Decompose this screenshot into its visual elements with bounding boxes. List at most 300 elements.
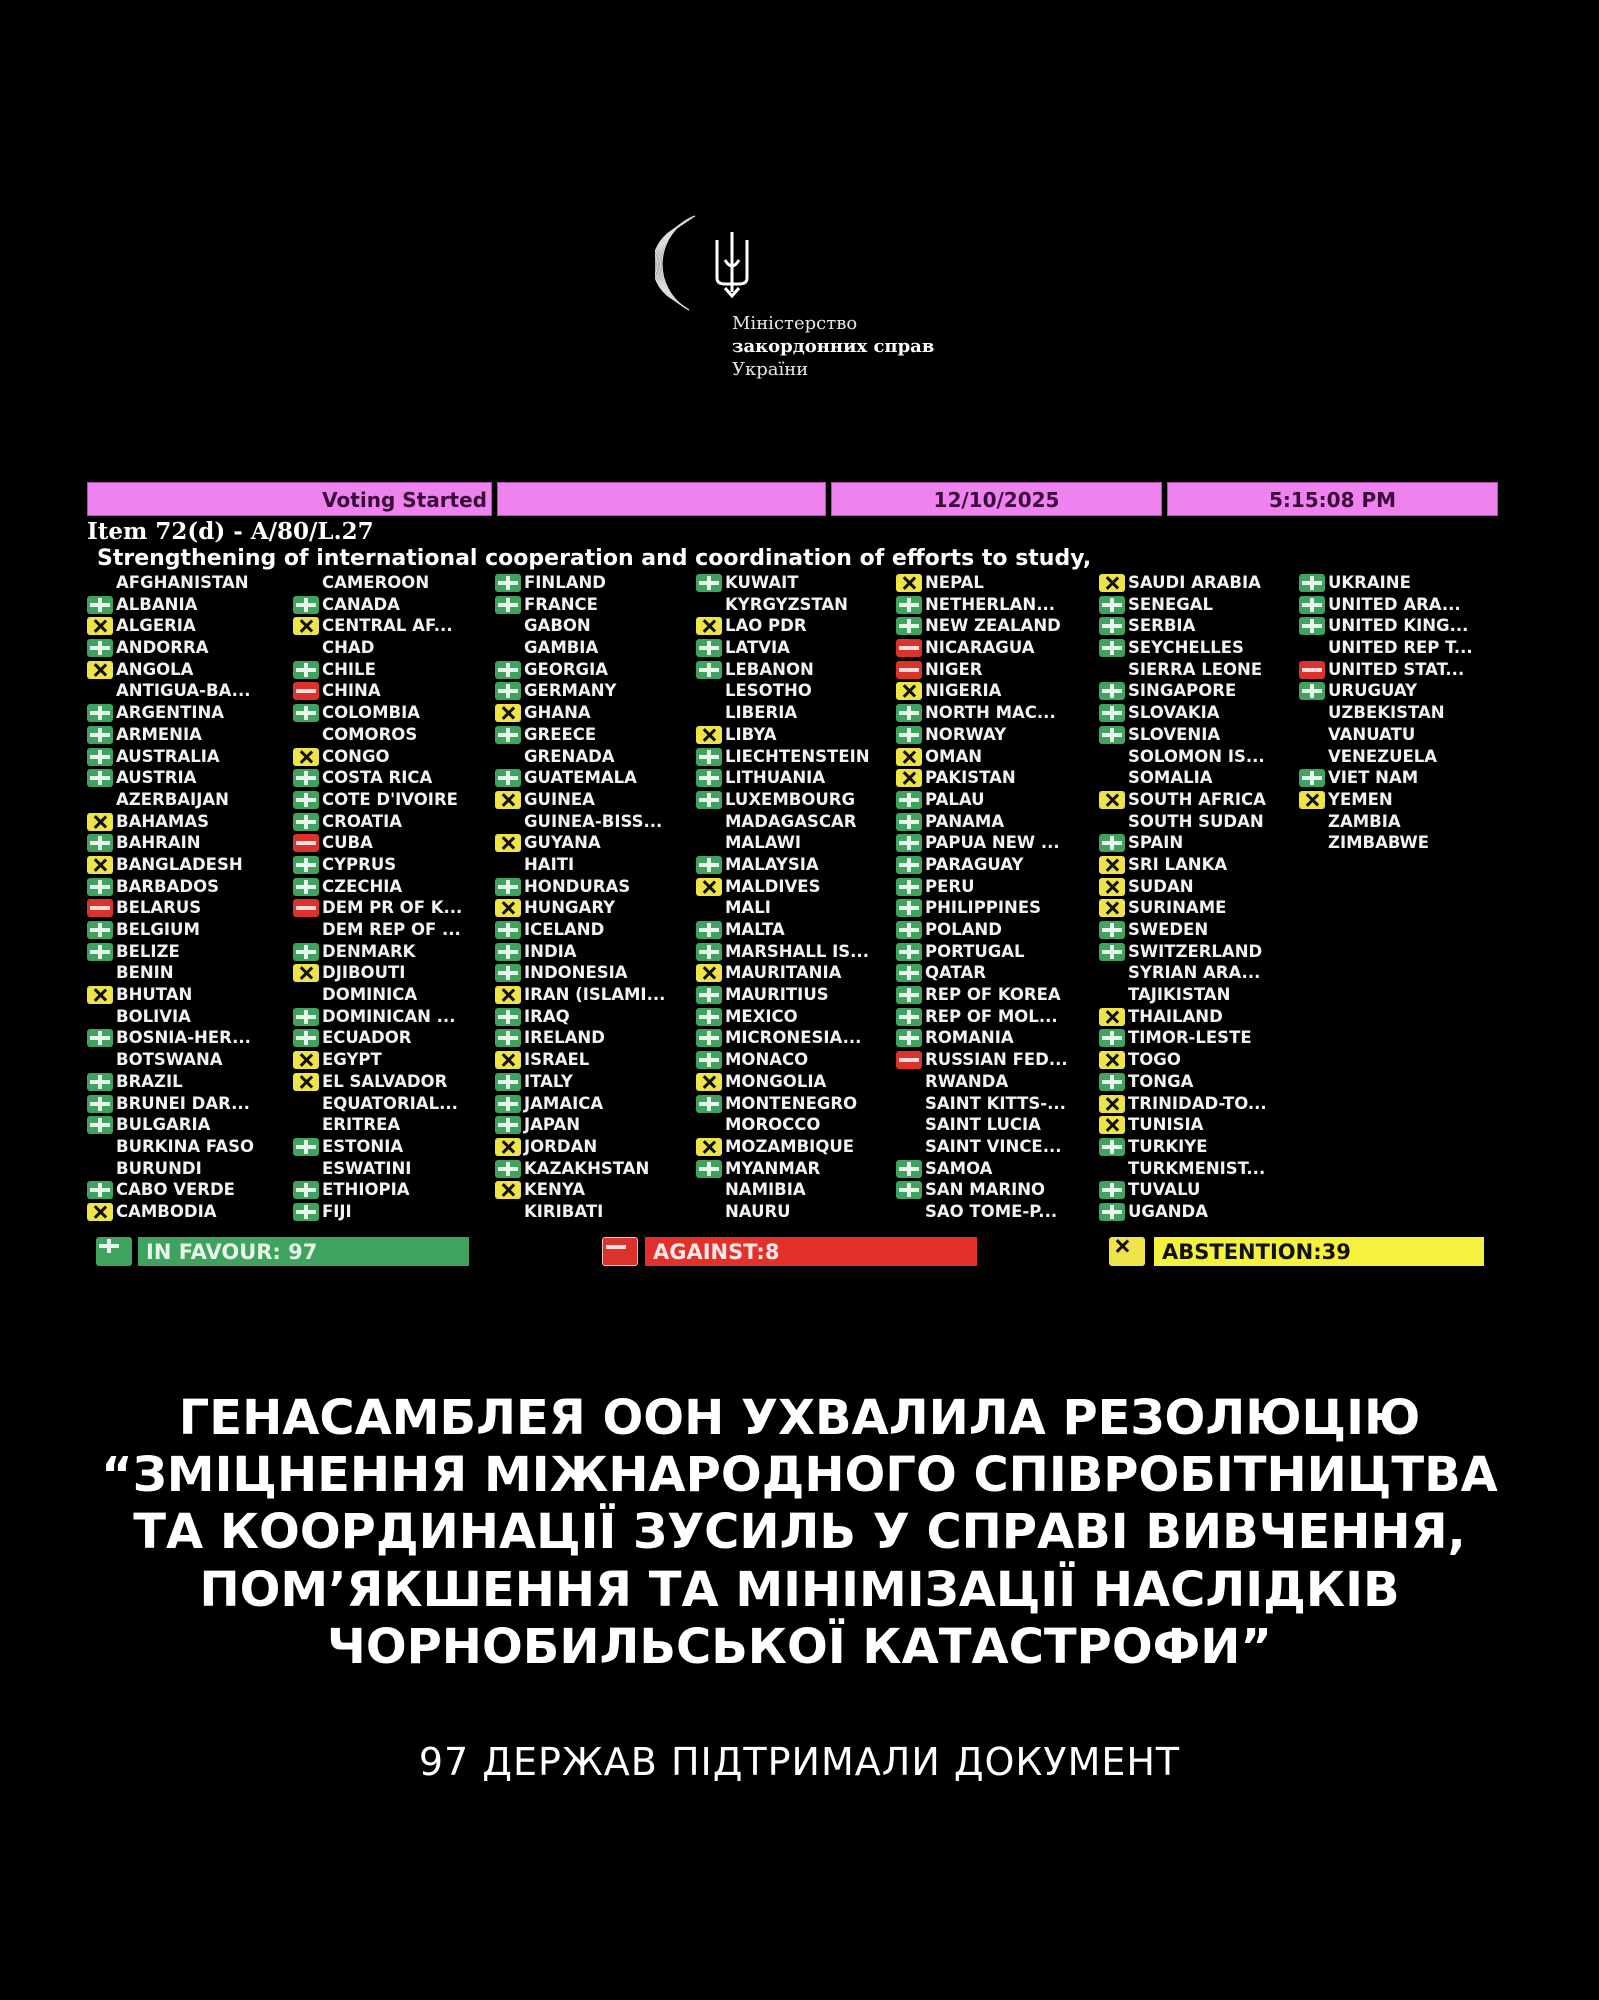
country-row: [495, 1093, 700, 1115]
country-row: [696, 1027, 901, 1049]
country-row: [495, 724, 700, 746]
country-row: [896, 1136, 1101, 1158]
ministry-name: [732, 312, 934, 381]
country-row: [87, 1201, 292, 1223]
in-favour-icon: [1099, 617, 1125, 635]
country-name: CYPRUS: [322, 854, 397, 874]
country-name: AZERBAIJAN: [116, 789, 229, 809]
country-row: [293, 615, 498, 637]
country-row: [896, 832, 1101, 854]
country-name: SOUTH AFRICA: [1128, 789, 1266, 809]
in-favour-icon: [1299, 574, 1325, 592]
country-name: MALDIVES: [725, 876, 821, 896]
country-row: [495, 1114, 700, 1136]
country-name: NIGERIA: [925, 681, 1002, 701]
in-favour-icon: [495, 661, 521, 679]
country-name: IRAQ: [524, 1006, 570, 1026]
country-name: NORTH MAC...: [925, 703, 1056, 723]
country-row: [495, 746, 700, 768]
country-row: [1099, 1158, 1304, 1180]
country-name: MARSHALL IS...: [725, 941, 869, 961]
in-favour-icon: [495, 1160, 521, 1178]
abstention-icon: [87, 1203, 113, 1221]
headline-line: ТА КООРДИНАЦІЇ ЗУСИЛЬ У СПРАВІ ВИВЧЕННЯ,: [133, 1504, 1466, 1561]
country-row: [87, 919, 292, 941]
country-name: BRAZIL: [116, 1071, 183, 1091]
abstention-icon: [1099, 1095, 1125, 1113]
country-name: MYANMAR: [725, 1158, 821, 1178]
country-name: ZIMBABWE: [1328, 833, 1430, 853]
country-row: [896, 811, 1101, 833]
country-row: [495, 789, 700, 811]
headline-line: “ЗМІЦНЕННЯ МІЖНАРОДНОГО СПІВРОБІТНИЦТВА: [101, 1447, 1498, 1504]
country-row: [696, 897, 901, 919]
country-row: [495, 811, 700, 833]
in-favour-icon: [1299, 596, 1325, 614]
country-name: SENEGAL: [1128, 594, 1214, 614]
country-name: VENEZUELA: [1328, 746, 1438, 766]
country-row: [293, 1114, 498, 1136]
country-name: SEYCHELLES: [1128, 638, 1244, 658]
in-favour-icon: [696, 1051, 722, 1069]
country-row: [495, 1027, 700, 1049]
country-name: BENIN: [116, 963, 174, 983]
abstention-icon: [896, 769, 922, 787]
country-name: BRUNEI DAR...: [116, 1093, 250, 1113]
country-row: [1099, 615, 1304, 637]
country-row: [495, 1201, 700, 1223]
country-row: [896, 637, 1101, 659]
country-name: MONGOLIA: [725, 1071, 827, 1091]
ministry-line-3: України: [732, 359, 809, 380]
in-favour-icon: [896, 1029, 922, 1047]
country-name: JAMAICA: [524, 1093, 604, 1113]
country-name: ETHIOPIA: [322, 1180, 410, 1200]
country-name: LUXEMBOURG: [725, 789, 855, 809]
country-row: [293, 724, 498, 746]
in-favour-icon: [1099, 639, 1125, 657]
country-name: BOTSWANA: [116, 1050, 223, 1070]
abstention-icon: [87, 813, 113, 831]
country-name: PHILIPPINES: [925, 898, 1041, 918]
country-row: [1299, 594, 1504, 616]
country-name: SAO TOME-P...: [925, 1201, 1058, 1221]
in-favour-icon: [1099, 596, 1125, 614]
country-name: SURINAME: [1128, 898, 1227, 918]
country-name: REP OF KOREA: [925, 985, 1061, 1005]
country-row: [896, 941, 1101, 963]
in-favour-icon: [495, 878, 521, 896]
country-row: [1099, 897, 1304, 919]
country-row: [896, 1179, 1101, 1201]
country-row: [696, 876, 901, 898]
country-column: [896, 572, 1101, 1223]
abstention-icon: [696, 964, 722, 982]
country-name: MALTA: [725, 920, 785, 939]
country-row: [1299, 811, 1504, 833]
country-name: EQUATORIAL...: [322, 1093, 458, 1113]
country-row: [1099, 919, 1304, 941]
country-name: TUNISIA: [1128, 1115, 1204, 1135]
country-row: [696, 789, 901, 811]
country-name: BAHRAIN: [116, 833, 201, 853]
in-favour-icon: [495, 964, 521, 982]
country-name: SAN MARINO: [925, 1180, 1046, 1200]
country-name: NEPAL: [925, 573, 984, 592]
in-favour-icon: [1099, 726, 1125, 744]
in-favour-icon: [1099, 834, 1125, 852]
country-row: [896, 1049, 1101, 1071]
country-name: ANTIGUA-BA...: [116, 681, 251, 701]
country-name: RUSSIAN FED...: [925, 1050, 1068, 1070]
country-row: [1099, 659, 1304, 681]
country-row: [495, 962, 700, 984]
country-name: CAMEROON: [322, 573, 430, 592]
ministry-line-2: закордонних справ: [732, 336, 935, 357]
against-count: AGAINST:8: [645, 1237, 977, 1266]
country-row: [293, 1049, 498, 1071]
country-name: SPAIN: [1128, 833, 1184, 853]
in-favour-icon: [696, 856, 722, 874]
country-name: SRI LANKA: [1128, 854, 1228, 874]
against-icon: [896, 1051, 922, 1069]
country-column: [495, 572, 700, 1223]
country-name: SUDAN: [1128, 876, 1194, 896]
in-favour-icon: [696, 1095, 722, 1113]
in-favour-icon: [293, 661, 319, 679]
country-name: RWANDA: [925, 1071, 1009, 1091]
country-row: [1299, 572, 1504, 594]
in-favour-icon: [293, 856, 319, 874]
country-name: GERMANY: [524, 681, 617, 701]
in-favour-icon: [1099, 1181, 1125, 1199]
country-name: AFGHANISTAN: [116, 573, 249, 592]
country-name: SLOVENIA: [1128, 724, 1221, 744]
country-name: ERITREA: [322, 1115, 401, 1135]
country-name: CUBA: [322, 833, 373, 853]
country-name: DOMINICA: [322, 985, 418, 1005]
country-name: ESTONIA: [322, 1136, 404, 1156]
in-favour-icon: [87, 769, 113, 787]
country-row: [1099, 941, 1304, 963]
country-name: LIBYA: [725, 724, 777, 744]
country-name: MONACO: [725, 1050, 809, 1070]
country-row: [696, 811, 901, 833]
country-row: [696, 832, 901, 854]
country-name: COLOMBIA: [322, 703, 420, 723]
country-name: NEW ZEALAND: [925, 616, 1061, 636]
country-name: GAMBIA: [524, 638, 599, 658]
abstention-icon: [696, 617, 722, 635]
country-name: NICARAGUA: [925, 638, 1035, 658]
country-name: GHANA: [524, 703, 591, 723]
country-name: SAINT VINCE...: [925, 1136, 1062, 1156]
country-row: [87, 1071, 292, 1093]
country-name: KUWAIT: [725, 573, 799, 592]
country-name: UNITED KING...: [1328, 616, 1469, 636]
ministry-logo: [655, 210, 765, 320]
in-favour-icon: [495, 769, 521, 787]
country-row: [293, 1201, 498, 1223]
country-name: TIMOR-LESTE: [1128, 1028, 1252, 1048]
country-row: [293, 811, 498, 833]
country-name: CHAD: [322, 638, 375, 658]
in-favour-icon: [1099, 682, 1125, 700]
country-row: [1099, 724, 1304, 746]
country-row: [1099, 876, 1304, 898]
in-favour-icon: [87, 726, 113, 744]
country-name: UZBEKISTAN: [1328, 703, 1445, 723]
country-row: [293, 680, 498, 702]
in-favour-icon: [293, 943, 319, 961]
country-name: ANGOLA: [116, 659, 194, 679]
country-row: [87, 659, 292, 681]
country-name: LEBANON: [725, 659, 814, 679]
abstention-icon: [495, 834, 521, 852]
country-name: SERBIA: [1128, 616, 1196, 636]
country-row: [896, 1158, 1101, 1180]
in-favour-icon: [696, 661, 722, 679]
country-row: [696, 746, 901, 768]
country-name: GABON: [524, 616, 591, 636]
country-row: [696, 594, 901, 616]
country-name: PALAU: [925, 789, 985, 809]
country-row: [293, 1006, 498, 1028]
headline-line: ПОМ’ЯКШЕННЯ ТА МІНІМІЗАЦІЇ НАСЛІДКІВ: [199, 1561, 1400, 1618]
country-name: MAURITIUS: [725, 985, 829, 1005]
country-name: PAPUA NEW ...: [925, 833, 1060, 853]
abstention-icon: [696, 878, 722, 896]
country-row: [696, 767, 901, 789]
country-name: MALAYSIA: [725, 854, 819, 874]
country-row: [1099, 1049, 1304, 1071]
country-name: UNITED ARA...: [1328, 594, 1461, 614]
voting-board: [87, 482, 1498, 1272]
country-row: [87, 746, 292, 768]
country-name: GUINEA: [524, 789, 595, 809]
abstention-icon: [896, 682, 922, 700]
in-favour-icon: [896, 964, 922, 982]
country-row: [696, 1114, 901, 1136]
in-favour-icon: [293, 813, 319, 831]
country-row: [1299, 680, 1504, 702]
country-row: [896, 984, 1101, 1006]
country-row: [1099, 789, 1304, 811]
country-row: [495, 637, 700, 659]
country-name: ARMENIA: [116, 724, 202, 744]
country-row: [495, 1179, 700, 1201]
country-name: POLAND: [925, 920, 1002, 939]
in-favour-icon: [293, 878, 319, 896]
country-name: CHILE: [322, 659, 376, 679]
country-row: [696, 1136, 901, 1158]
country-row: [87, 832, 292, 854]
country-name: AUSTRIA: [116, 768, 197, 788]
country-name: BURKINA FASO: [116, 1136, 254, 1156]
country-row: [293, 594, 498, 616]
country-name: LIECHTENSTEIN: [725, 746, 870, 766]
country-name: MOROCCO: [725, 1115, 821, 1135]
country-row: [495, 615, 700, 637]
country-name: CROATIA: [322, 811, 403, 831]
country-row: [293, 637, 498, 659]
country-name: CENTRAL AF...: [322, 616, 453, 636]
country-name: PAKISTAN: [925, 768, 1016, 788]
country-name: BELIZE: [116, 941, 180, 961]
country-row: [87, 1093, 292, 1115]
in-favour-icon: [696, 943, 722, 961]
country-name: BULGARIA: [116, 1115, 211, 1135]
abstention-icon: [495, 791, 521, 809]
country-name: HAITI: [524, 854, 575, 874]
headline: [0, 1390, 1599, 1676]
country-row: [87, 941, 292, 963]
country-row: [495, 1071, 700, 1093]
country-row: [896, 962, 1101, 984]
in-favour-icon: [87, 921, 113, 939]
abstention-icon: [1099, 791, 1125, 809]
country-name: NORWAY: [925, 724, 1007, 744]
country-name: MOZAMBIQUE: [725, 1136, 855, 1156]
country-name: KYRGYZSTAN: [725, 594, 848, 614]
country-row: [495, 897, 700, 919]
abstention-icon: [87, 856, 113, 874]
in-favour-icon: [87, 1116, 113, 1134]
country-row: [87, 1136, 292, 1158]
country-row: [1099, 832, 1304, 854]
country-name: IRAN (ISLAMI...: [524, 985, 666, 1005]
country-name: NIGER: [925, 659, 983, 679]
country-name: KAZAKHSTAN: [524, 1158, 650, 1178]
country-name: NETHERLAN...: [925, 594, 1056, 614]
country-name: TOGO: [1128, 1050, 1181, 1070]
country-row: [495, 832, 700, 854]
country-name: AUSTRALIA: [116, 746, 220, 766]
country-name: COTE D'IVOIRE: [322, 789, 458, 809]
country-row: [87, 680, 292, 702]
country-row: [896, 897, 1101, 919]
in-favour-icon: [495, 726, 521, 744]
in-favour-icon: [87, 1073, 113, 1091]
in-favour-icon: [896, 791, 922, 809]
country-name: EL SALVADOR: [322, 1071, 448, 1091]
in-favour-icon: [896, 1160, 922, 1178]
country-row: [87, 1027, 292, 1049]
country-name: UNITED REP T...: [1328, 638, 1473, 658]
abstention-icon: [1099, 899, 1125, 917]
country-name: TONGA: [1128, 1071, 1194, 1091]
in-favour-icon: [495, 1095, 521, 1113]
against-icon: [293, 899, 319, 917]
country-name: TRINIDAD-TO...: [1128, 1093, 1267, 1113]
country-row: [1099, 1006, 1304, 1028]
country-row: [896, 1027, 1101, 1049]
abstention-icon: [1099, 1008, 1125, 1026]
country-name: HONDURAS: [524, 876, 631, 896]
country-name: CHINA: [322, 681, 381, 701]
country-row: [1299, 789, 1504, 811]
country-row: [293, 941, 498, 963]
country-row: [696, 680, 901, 702]
in-favour-icon: [87, 748, 113, 766]
country-row: [696, 854, 901, 876]
country-row: [696, 1071, 901, 1093]
in-favour-icon: [896, 856, 922, 874]
country-name: MALI: [725, 898, 771, 918]
in-favour-icon: [495, 1073, 521, 1091]
abstention-icon: [1099, 856, 1125, 874]
country-row: [896, 615, 1101, 637]
in-favour-icon: [87, 878, 113, 896]
country-name: KIRIBATI: [524, 1201, 604, 1221]
country-row: [293, 702, 498, 724]
abstention-icon: [293, 1073, 319, 1091]
agenda-item: Item 72(d) - A/80/L.27: [87, 518, 374, 545]
in-favour-icon: [293, 1138, 319, 1156]
country-name: TURKMENIST...: [1128, 1158, 1266, 1178]
country-row: [87, 594, 292, 616]
voting-time: 5:15:08 PM: [1167, 482, 1498, 516]
country-name: ICELAND: [524, 920, 605, 939]
country-row: [87, 637, 292, 659]
in-favour-icon: [896, 921, 922, 939]
country-row: [896, 1093, 1101, 1115]
country-row: [495, 919, 700, 941]
country-name: OMAN: [925, 746, 983, 766]
country-row: [1099, 1071, 1304, 1093]
country-row: [293, 746, 498, 768]
country-row: [896, 594, 1101, 616]
country-name: BARBADOS: [116, 876, 220, 896]
in-favour-icon: [896, 986, 922, 1004]
country-row: [696, 637, 901, 659]
in-favour-icon: [896, 899, 922, 917]
country-row: [293, 572, 498, 594]
country-row: [87, 615, 292, 637]
in-favour-icon: [1099, 1203, 1125, 1221]
country-name: ISRAEL: [524, 1050, 590, 1070]
in-favour-icon: [495, 1116, 521, 1134]
country-row: [1099, 984, 1304, 1006]
country-name: URUGUAY: [1328, 681, 1418, 701]
country-name: GRENADA: [524, 746, 615, 766]
country-name: DEM PR OF K...: [322, 898, 463, 918]
country-name: COMOROS: [322, 724, 418, 744]
abstention-icon: [896, 574, 922, 592]
country-name: GREECE: [524, 724, 597, 744]
country-name: JAPAN: [524, 1115, 581, 1135]
abstention-icon: [696, 1073, 722, 1091]
country-row: [1099, 854, 1304, 876]
country-name: BELGIUM: [116, 920, 200, 939]
voting-date: 12/10/2025: [831, 482, 1162, 516]
in-favour-icon: [696, 769, 722, 787]
headline-line: ГЕНАСАМБЛЕЯ ООН УХВАЛИЛА РЕЗОЛЮЦІЮ: [178, 1390, 1421, 1446]
country-name: VANUATU: [1328, 724, 1416, 744]
in-favour-icon: [896, 878, 922, 896]
country-name: QATAR: [925, 963, 986, 983]
country-row: [1099, 637, 1304, 659]
country-name: ANDORRA: [116, 638, 209, 658]
country-column: [87, 572, 292, 1223]
country-row: [896, 876, 1101, 898]
country-row: [1099, 1093, 1304, 1115]
abstention-icon: [87, 661, 113, 679]
country-name: MEXICO: [725, 1006, 798, 1026]
country-name: ESWATINI: [322, 1158, 412, 1178]
country-name: TUVALU: [1128, 1180, 1201, 1200]
country-row: [293, 854, 498, 876]
